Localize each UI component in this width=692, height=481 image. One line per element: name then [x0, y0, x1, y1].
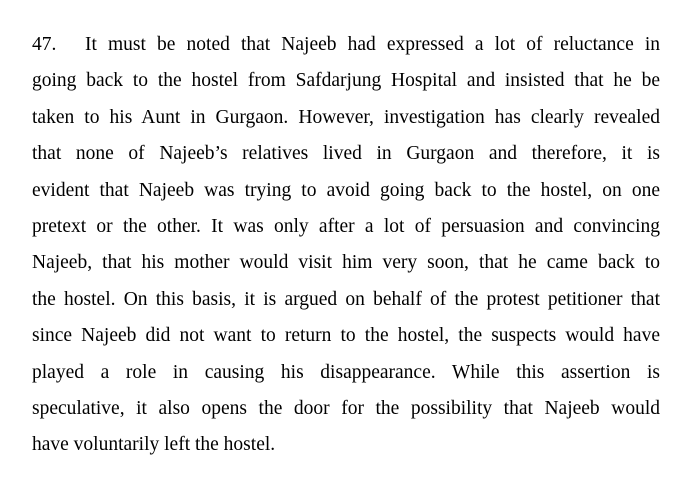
paragraph-line: evident that Najeeb was trying to avoid going back to the hostel, on one: [32, 179, 660, 201]
paragraph-line: played a role in causing his disappearance. While this assertion is: [32, 361, 660, 383]
paragraph-line: have voluntarily left the hostel.: [32, 434, 276, 456]
paragraph-line: that none of Najeeb’s relatives lived in Gurgaon and therefore, it is: [32, 143, 660, 165]
paragraph-text: It must be noted that Najeeb had expressed a lot of reluctance in: [85, 34, 660, 55]
paragraph-line: [32, 27, 660, 63]
paragraph-number: 47.: [32, 34, 57, 55]
paragraph-line: the hostel. On this basis, it is argued on behalf of the protest petitioner that: [32, 288, 660, 310]
paragraph-line: going back to the hostel from Safdarjung Hospital and insisted that he be: [32, 70, 660, 92]
paragraph-line: speculative, it also opens the door for the possibility that Najeeb would: [32, 397, 660, 419]
paragraph-line: Najeeb, that his mother would visit him very soon, that he came back to: [32, 252, 660, 274]
paragraph-line: since Najeeb did not want to return to the hostel, the suspects would have: [32, 325, 660, 347]
document-page: [32, 27, 660, 464]
paragraph-line: taken to his Aunt in Gurgaon. However, investigation has clearly revealed: [32, 106, 660, 128]
paragraph-line: pretext or the other. It was only after a lot of persuasion and convincing: [32, 215, 660, 237]
